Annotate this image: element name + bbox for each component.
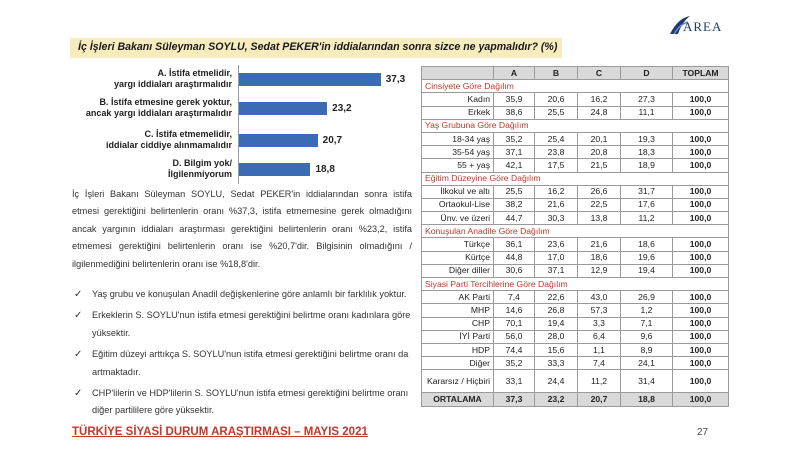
bar-category-label [72,97,232,119]
table-cell: 44,7 [494,212,535,225]
table-cell: 11,2 [621,212,673,225]
table-row-label: Ünv. ve üzeri [422,212,494,225]
table-row [422,146,729,159]
checkmark-icon: ✓ [74,310,83,322]
bar-category-label [72,68,232,90]
table-section-row [422,172,729,185]
table-header-cell: C [578,67,621,80]
question-banner [70,38,562,58]
table-total-cell: 100,0 [673,370,729,393]
table-total-cell: 100,0 [673,343,729,356]
table-cell: 7,4 [578,357,621,370]
table-cell: 14,6 [494,304,535,317]
table-section-row [422,278,729,291]
table-cell: 57,3 [578,304,621,317]
table-cell: 20,1 [578,132,621,145]
table-total-cell: 100,0 [673,251,729,264]
table-row [422,251,729,264]
table-total-cell: 100,0 [673,132,729,145]
table-section-title: Konuşulan Anadile Göre Dağılım [422,225,729,238]
table-row-label: Diğer diller [422,264,494,277]
table-cell: 56,0 [494,330,535,343]
table-cell: 25,5 [535,106,578,119]
table-cell: 35,2 [494,357,535,370]
finding-text: Yaş grubu ve konuşulan Anadil değişkenlerine göre anlamlı bir farklılık yoktur. [92,289,407,299]
table-cell: 21,5 [578,159,621,172]
table-cell: 30,6 [494,264,535,277]
table-cell: 38,2 [494,198,535,211]
table-row-label: Türkçe [422,238,494,251]
bar-value-label: 20,7 [322,135,343,146]
table-row-label: Diğer [422,357,494,370]
table-cell: 37,1 [535,264,578,277]
table-cell: 25,5 [494,185,535,198]
table-row [422,317,729,330]
finding-item [72,307,417,342]
table-cell: 16,2 [578,93,621,106]
bar [239,102,327,115]
table-cell: 23,8 [535,146,578,159]
table-row-label: HDP [422,343,494,356]
table-cell: 21,6 [578,238,621,251]
table-cell: 42,1 [494,159,535,172]
table-cell: 24,1 [621,357,673,370]
finding-text: CHP'lilerin ve HDP'lilerin S. SOYLU'nun istifa etmesi gerektiğini belirtme oranı diğer partililere göre yüksektir. [92,388,409,416]
table-cell: 33,1 [494,370,535,393]
table-cell: 17,6 [621,198,673,211]
table-row-label: ORTALAMA [422,393,494,406]
table-cell: 12,9 [578,264,621,277]
table-row-label: Kararsız / Hiçbiri [422,370,494,393]
table-total-cell: 100,0 [673,304,729,317]
table-cell: 18,3 [621,146,673,159]
table-section-row [422,80,729,93]
table-row [422,212,729,225]
table-row [422,357,729,370]
table-cell: 31,7 [621,185,673,198]
finding-text: Eğitim düzeyi arttıkça S. SOYLU'nun istifa etmesi gerektiğini belirtme oranı da artmaktadır. [92,349,409,377]
brand-logo-text: AREA [683,19,723,34]
bar-label-line: ancak yargı iddiaları araştırmalıdır [85,108,232,118]
table-cell: 18,6 [578,251,621,264]
bar-value-label: 18,8 [315,164,335,175]
table-total-cell: 100,0 [673,198,729,211]
table-row-label: İlkokul ve altı [422,185,494,198]
table-cell: 24,4 [535,370,578,393]
table-cell: 35,9 [494,93,535,106]
bar-label-line: D. Bilgim yok/ [172,158,232,168]
finding-item [72,346,417,381]
table-row [422,132,729,145]
bar-label-line: yargı iddiaları araştırmalıdır [113,79,232,89]
table-cell: 26,9 [621,291,673,304]
table-cell: 18,6 [621,238,673,251]
bar-label-line: A. İstifa etmelidir, [157,68,232,78]
table-cell: 1,2 [621,304,673,317]
table-cell: 19,6 [621,251,673,264]
table-cell: 26,8 [535,304,578,317]
table-section-title: Yaş Grubuna Göre Dağılım [422,119,729,132]
table-cell: 13,8 [578,212,621,225]
table-cell: 11,2 [578,370,621,393]
table-row-label: 35-54 yaş [422,146,494,159]
table-cell: 16,2 [535,185,578,198]
table-row [422,304,729,317]
table-row-label: AK Parti [422,291,494,304]
table-total-cell: 100,0 [673,330,729,343]
table-header-cell [422,67,494,80]
table-cell: 8,9 [621,343,673,356]
table-total-cell: 100,0 [673,291,729,304]
bar-label-line: iddialar ciddiye alınmamalıdır [105,140,232,150]
table-row [422,106,729,119]
table-row-label: 18-34 yaş [422,132,494,145]
table-cell: 24,8 [578,106,621,119]
checkmark-icon: ✓ [74,349,83,361]
finding-text: Erkeklerin S. SOYLU'nun istifa etmesi gerektiğini belirtme oranı kadınlara göre yüksektir. [92,310,411,338]
table-cell: 7,1 [621,317,673,330]
bar-label-line: B. İstifa etmesine gerek yoktur, [99,97,232,107]
table-cell: 37,1 [494,146,535,159]
table-cell: 28,0 [535,330,578,343]
table-cell: 18,8 [621,393,673,406]
table-total-cell: 100,0 [673,264,729,277]
bar [239,73,381,86]
table-cell: 19,3 [621,132,673,145]
table-row-label: İYİ Parti [422,330,494,343]
table-total-cell: 100,0 [673,185,729,198]
table-row-label: CHP [422,317,494,330]
table-cell: 35,2 [494,132,535,145]
table-cell: 31,4 [621,370,673,393]
table-header-row [422,67,729,80]
table-row-label: 55 + yaş [422,159,494,172]
table-section-title: Siyasi Parti Tercihlerine Göre Dağılım [422,278,729,291]
table-cell: 17,5 [535,159,578,172]
table-row [422,291,729,304]
table-cell: 3,3 [578,317,621,330]
table-row [422,185,729,198]
table-row [422,370,729,393]
table-cell: 20,8 [578,146,621,159]
table-cell: 38,6 [494,106,535,119]
bar-category-label [72,158,232,180]
table-row [422,264,729,277]
table-cell: 15,6 [535,343,578,356]
table-row-label: MHP [422,304,494,317]
distribution-table [421,66,729,407]
table-row [422,93,729,106]
table-header-cell: D [621,67,673,80]
table-total-cell: 100,0 [673,146,729,159]
table-cell: 20,7 [578,393,621,406]
table-section-row [422,225,729,238]
table-row [422,330,729,343]
table-row-label: Erkek [422,106,494,119]
table-cell: 19,4 [535,317,578,330]
table-row-label: Kürtçe [422,251,494,264]
table-cell: 27,3 [621,93,673,106]
table-row-label: Kadın [422,93,494,106]
table-cell: 17,0 [535,251,578,264]
table-cell: 22,5 [578,198,621,211]
table-cell: 9,6 [621,330,673,343]
table-total-cell: 100,0 [673,317,729,330]
table-section-title: Eğitim Düzeyine Göre Dağılım [422,172,729,185]
table-total-cell: 100,0 [673,212,729,225]
table-cell: 6,4 [578,330,621,343]
table-total-cell: 100,0 [673,393,729,406]
bar-category-label [72,129,232,151]
table-cell: 11,1 [621,106,673,119]
table-row [422,159,729,172]
table-cell: 23,2 [535,393,578,406]
table-row [422,238,729,251]
table-cell: 43,0 [578,291,621,304]
table-total-cell: 100,0 [673,106,729,119]
table-cell: 36,1 [494,238,535,251]
table-header-cell: A [494,67,535,80]
table-cell: 70,1 [494,317,535,330]
question-text: İç İşleri Bakanı Süleyman SOYLU, Sedat PEKER'in iddialarından sonra sizce ne yapmalıdır? (%) [78,41,558,53]
table-cell: 19,4 [621,264,673,277]
table-cell: 7,4 [494,291,535,304]
table-cell: 1,1 [578,343,621,356]
bar-value-label: 37,3 [385,74,406,85]
table-cell: 25,4 [535,132,578,145]
table-cell: 26,6 [578,185,621,198]
finding-item [72,385,417,420]
table-row [422,198,729,211]
table-cell: 20,6 [535,93,578,106]
table-cell: 18,9 [621,159,673,172]
report-footer-title: TÜRKİYE SİYASİ DURUM ARAŞTIRMASI – MAYIS 2021 [72,426,368,438]
table-average-row [422,393,729,406]
table-header-cell: B [535,67,578,80]
table-row [422,343,729,356]
finding-item [72,286,417,303]
table-section-title: Cinsiyete Göre Dağılım [422,80,729,93]
table-cell: 23,6 [535,238,578,251]
bar-label-line: İlgilenmiyorum [167,169,232,179]
table-total-cell: 100,0 [673,238,729,251]
page-number: 27 [697,427,709,438]
bar-value-label: 23,2 [332,103,352,114]
table-total-cell: 100,0 [673,93,729,106]
checkmark-icon: ✓ [74,289,83,300]
checkmark-icon: ✓ [74,388,83,400]
table-section-row [422,119,729,132]
summary-paragraph: İç İşleri Bakanı Süleyman SOYLU, Sedat PEKER'in iddialarından sonra istifa etmesi gerektiğini belirtenlerin oranı %37,3, istifa etmemesine gerek olmadığını ancak yargının iddiaları araştırması gerektiğini belirtenlerin oranı %23,2, istifa etmemesi gerektiğini belirtenlerin oranı ise %20,7'dir. Bilgisinin olmadığını / ilgilenmediğini belirtenlerin oranı ise %18,8'dir. [72,189,412,269]
table-cell: 22,6 [535,291,578,304]
table-cell: 33,3 [535,357,578,370]
table-cell: 21,6 [535,198,578,211]
bar [239,163,310,176]
table-cell: 44,8 [494,251,535,264]
table-header-cell: TOPLAM [673,67,729,80]
bar [239,134,318,147]
table-row-label: Ortaokul-Lise [422,198,494,211]
table-total-cell: 100,0 [673,159,729,172]
table-cell: 37,3 [494,393,535,406]
table-cell: 74,4 [494,343,535,356]
bar-label-line: C. İstifa etmemelidir, [144,129,232,139]
table-cell: 30,3 [535,212,578,225]
table-total-cell: 100,0 [673,357,729,370]
findings-list [72,286,417,424]
